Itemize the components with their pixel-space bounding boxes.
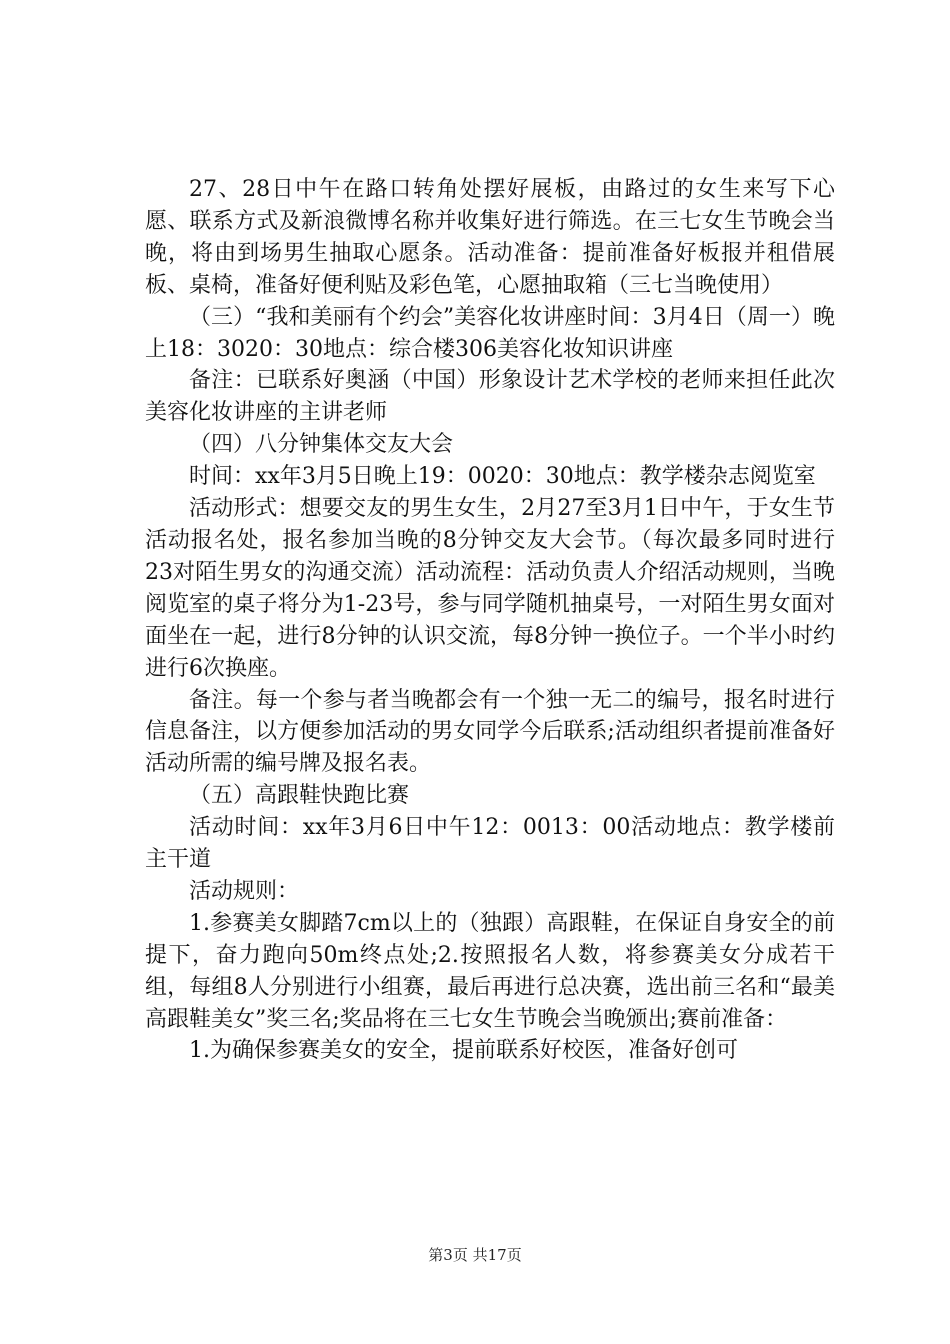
paragraph-wish-board: 27、28日中午在路口转角处摆好展板，由路过的女生来写下心愿、联系方式及新浪微博名称并收集好进行筛选。在三七女生节晚会当晚，将由到场男生抽取心愿条。活动准备：提前准备好板报并租借展板、桌椅，准备好便利贴及彩色笔，心愿抽取箱（三七当晚使用）: [145, 177, 835, 298]
paragraph-dating-note: 备注。每一个参与者当晚都会有一个独一无二的编号，报名时进行信息备注，以方便参加活动的男女同学今后联系;活动组织者提前准备好活动所需的编号牌及报名表。: [145, 687, 835, 777]
paragraph-race-rules: 1.参赛美女脚踏7cm以上的（独跟）高跟鞋，在保证自身安全的前提下，奋力跑向50m终点处;2.按照报名人数，将参赛美女分成若干组，每组8人分别进行小组赛，最后再进行总决赛，选出前三名和“最美高跟鞋美女”奖三名;奖品将在三七女生节晚会当晚颁出;赛前准备：: [145, 910, 835, 1032]
paragraph-makeup-lecture: （三）“我和美丽有个约会”美容化妆讲座时间：3月4日（周一）晚上18：3020：30地点：综合楼306美容化妆知识讲座: [145, 304, 835, 362]
page-footer: 第3页 共17页: [428, 1246, 522, 1264]
paragraph-dating-time: 时间：xx年3月5日晚上19：0020：30地点：教学楼杂志阅览室: [189, 464, 816, 490]
document-body: [145, 174, 835, 1067]
paragraph-race-rules-label: 活动规则：: [189, 878, 300, 904]
paragraph-race-time: 活动时间：xx年3月6日中午12：0013：00活动地点：教学楼前主干道: [145, 815, 835, 873]
heading-high-heel-race: （五）高跟鞋快跑比赛: [189, 783, 410, 809]
paragraph-race-prep: 1.为确保参赛美女的安全，提前联系好校医，准备好创可: [189, 1038, 738, 1064]
paragraph-dating-format: 活动形式：想要交友的男生女生，2月27至3月1日中午，于女生节活动报名处，报名参加当晚的8分钟交友大会节。（每次最多同时进行23对陌生男女的沟通交流）活动流程：活动负责人介绍活动规则，当晚阅览室的桌子将分为1-23号，参与同学随机抽桌号，一对陌生男女面对面坐在一起，进行8分钟的认识交流，每8分钟一换位子。一个半小时约进行6次换座。: [145, 496, 835, 681]
paragraph-lecture-note: 备注：已联系好奥涵（中国）形象设计艺术学校的老师来担任此次美容化妆讲座的主讲老师: [145, 368, 835, 426]
heading-speed-dating: （四）八分钟集体交友大会: [189, 432, 454, 458]
